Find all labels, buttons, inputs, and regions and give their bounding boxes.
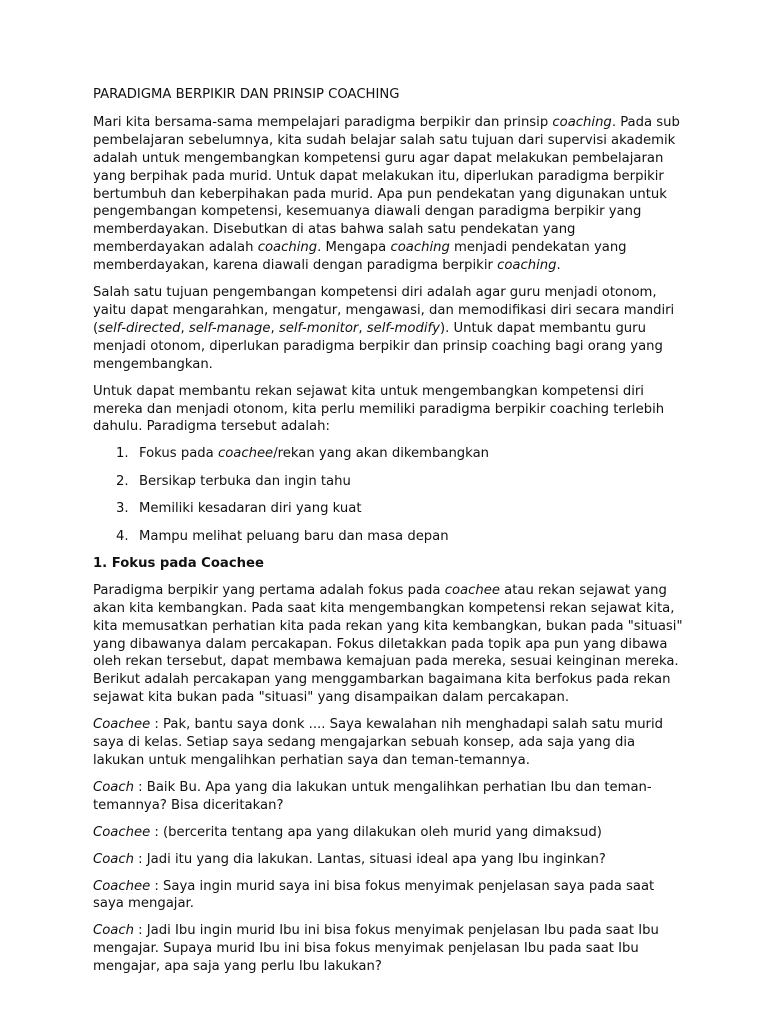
- text-run: ,: [270, 320, 279, 336]
- italic-text: self-modify: [366, 320, 440, 336]
- italic-text: coaching: [497, 258, 557, 274]
- italic-text: coachee: [444, 582, 500, 598]
- dialogue-text: : Baik Bu. Apa yang dia lakukan untuk mengalihkan perhatian Ibu dan teman-temannya? Bisa diceritakan?: [93, 779, 652, 813]
- document-title: PARADIGMA BERPIKIR DAN PRINSIP COACHING: [93, 87, 400, 102]
- text-run: Salah satu tujuan pengembangan kompetensi diri adalah agar guru menjadi otonom, yaitu dapat mengarahkan, mengatur, mengawasi, dan memodifikasi diri secara mandiri (: [93, 285, 675, 336]
- italic-text: coaching: [552, 114, 612, 130]
- text-run: ,: [180, 320, 189, 336]
- dialogue-line: [93, 851, 683, 869]
- list-number: 4.: [116, 528, 129, 544]
- list-number: 2.: [116, 473, 129, 489]
- italic-text: self-monitor: [278, 320, 359, 336]
- list-number: 3.: [116, 501, 129, 517]
- text-run: . Mengapa: [317, 240, 391, 256]
- dialogue-line: [93, 878, 683, 914]
- text-run: atau rekan sejawat yang akan kita kembangkan. Pada saat kita mengembangkan kompetensi rekan sejawat kita, kita memusatkan perhatian kita pada rekan yang kita kembangkan, bukan pada "situasi" yang dibawanya dalam percakapan. Fokus diletakkan pada topik apa pun yang dibawa oleh rekan tersebut, dapat membawa kemajuan pada mereka, sesuai keinginan mereka. Berikut adalah percakapan yang menggambarkan bagaimana kita berfokus pada rekan sejawat kita bukan pada "situasi" yang disampaikan dalam percakapan.: [93, 582, 683, 706]
- list-item: [93, 528, 683, 546]
- speaker-name: Coachee: [93, 717, 151, 733]
- dialogue-line: [93, 922, 683, 976]
- italic-text: coaching: [257, 240, 318, 256]
- dialogue-line: [93, 716, 683, 770]
- italic-text: coachee: [217, 446, 274, 462]
- speaker-name: Coach: [93, 923, 134, 939]
- italic-text: self-directed: [98, 320, 181, 336]
- dialogue: [93, 716, 683, 976]
- dialogue-line: [93, 779, 683, 815]
- text-run: Fokus pada: [139, 446, 218, 462]
- list-item: [93, 500, 683, 518]
- speaker-name: Coach: [93, 779, 134, 795]
- italic-text: coaching: [390, 240, 450, 256]
- speaker-name: Coach: [93, 851, 134, 867]
- dialogue-text: : (bercerita tentang apa yang dilakukan oleh murid yang dimaksud): [150, 824, 602, 840]
- text-run: Mari kita bersama-sama mempelajari paradigma berpikir dan prinsip: [93, 114, 553, 130]
- paradigm-list: [93, 445, 683, 545]
- speaker-name: Coachee: [93, 824, 151, 840]
- text-run: .: [556, 258, 561, 274]
- text-run: Untuk dapat membantu rekan sejawat kita untuk mengembangkan kompetensi diri mereka dan menjadi otonom, kita perlu memiliki paradigma berpikir coaching terlebih dahulu. Paradigma tersebut adalah:: [93, 383, 665, 435]
- text-run: ). Untuk dapat membantu guru menjadi otonom, diperlukan paradigma berpikir dan prinsip coaching bagi orang yang mengembangkan.: [93, 320, 663, 372]
- list-item: [93, 473, 683, 491]
- dialogue-text: : Jadi itu yang dia lakukan. Lantas, situasi ideal apa yang Ibu inginkan?: [133, 851, 606, 867]
- text-run: Mampu melihat peluang baru dan masa depan: [139, 528, 449, 544]
- dialogue-text: : Saya ingin murid saya ini bisa fokus menyimak penjelasan saya pada saat saya mengajar.: [93, 878, 655, 912]
- text-run: Memiliki kesadaran diri yang kuat: [139, 501, 362, 517]
- text-run: /rekan yang akan dikembangkan: [273, 446, 490, 462]
- section-heading: 1. Fokus pada Coachee: [93, 555, 264, 571]
- dialogue-text: : Pak, bantu saya donk .... Saya kewalahan nih menghadapi salah satu murid saya di kelas. Setiap saya sedang mengajarkan sebuah konsep, ada saja yang dia lakukan untuk mengalihkan perhatian saya dan teman-temannya.: [93, 717, 664, 768]
- text-run: Bersikap terbuka dan ingin tahu: [139, 473, 351, 489]
- intro-paragraph: [93, 114, 683, 275]
- text-run: ,: [358, 320, 367, 336]
- list-number: 1.: [116, 446, 129, 462]
- dialogue-text: : Jadi Ibu ingin murid Ibu ini bisa fokus menyimak penjelasan Ibu pada saat Ibu mengajar. Supaya murid Ibu ini bisa fokus menyimak penjelasan Ibu pada saat Ibu mengajar, apa saja yang perlu Ibu lakukan?: [93, 923, 659, 975]
- document-body: [93, 86, 683, 985]
- italic-text: self-manage: [188, 320, 271, 336]
- text-run: Paradigma berpikir yang pertama adalah fokus pada: [93, 582, 445, 598]
- list-item: [93, 445, 683, 463]
- dialogue-line: [93, 824, 683, 842]
- text-run: . Pada sub pembelajaran sebelumnya, kita sudah belajar salah satu tujuan dari supervisi akademik adalah untuk mengembangkan kompetensi guru agar dapat melakukan pembelajaran yang berpihak pada murid. Untuk dapat melakukan itu, diperlukan paradigma berpikir bertumbuh dan keberpihakan pada murid. Apa pun pendekatan yang digunakan untuk pengembangan kompetensi, kesemuanya diawali dengan paradigma berpikir yang memberdayakan. Disebutkan di atas bahwa salah satu pendekatan yang memberdayakan adalah: [93, 114, 680, 256]
- focus-paragraph: [93, 582, 683, 707]
- speaker-name: Coachee: [93, 878, 151, 894]
- paradigm-intro-paragraph: [93, 383, 683, 437]
- autonomy-paragraph: [93, 284, 683, 374]
- text-run: menjadi pendekatan yang memberdayakan, karena diawali dengan paradigma berpikir: [93, 240, 627, 274]
